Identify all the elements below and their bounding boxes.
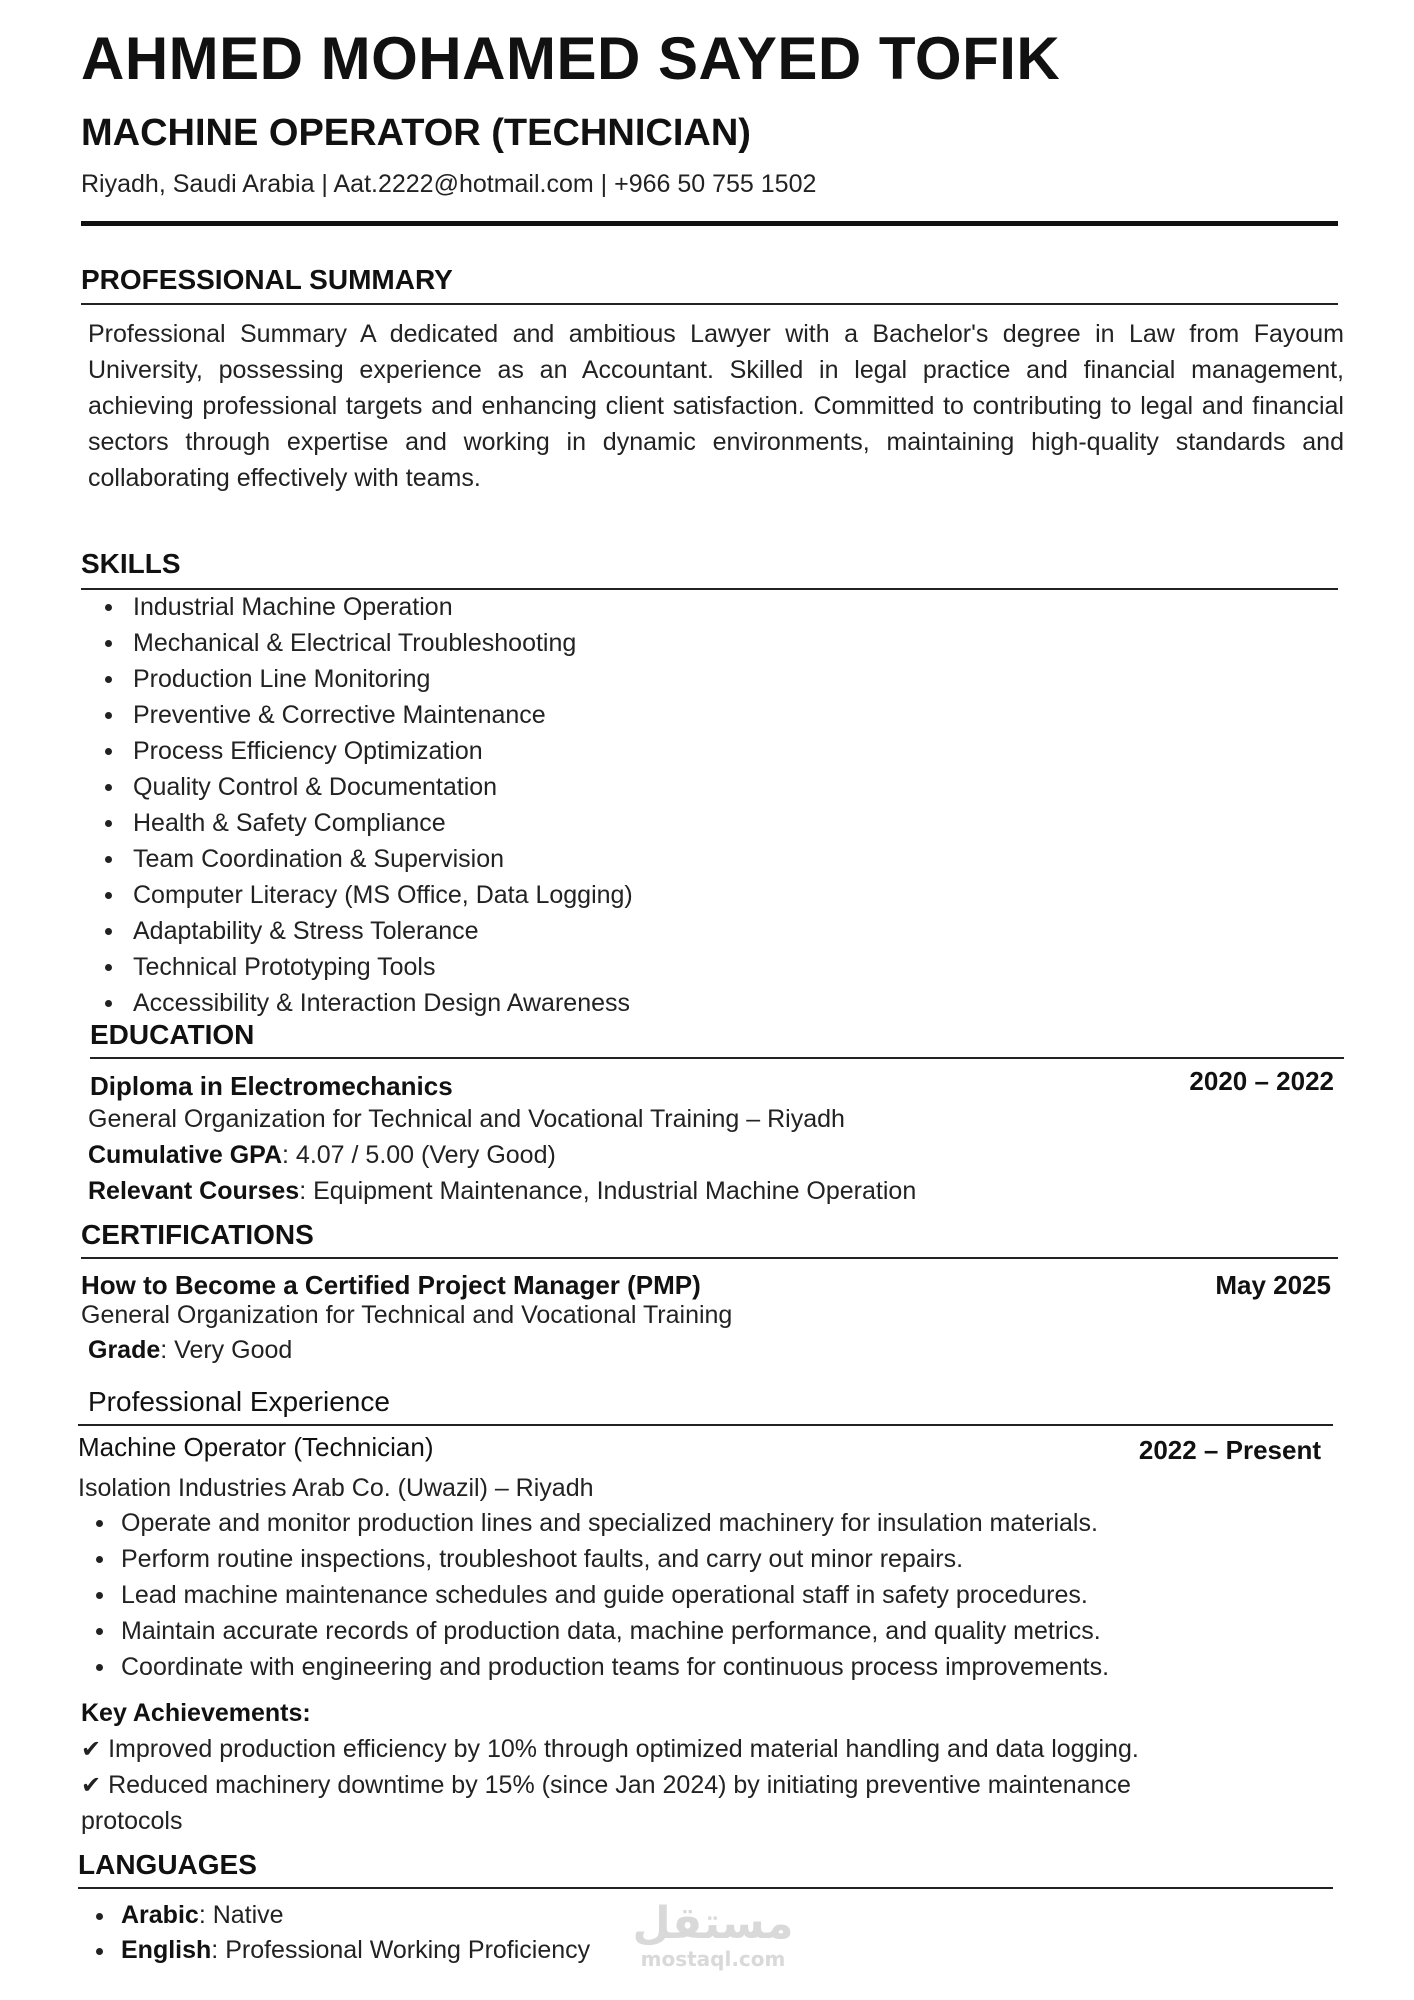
language-level: : Professional Working Proficiency xyxy=(211,1936,591,1964)
experience-heading: Professional Experience xyxy=(88,1386,390,1417)
languages-divider xyxy=(78,1887,1333,1889)
duty-item: Maintain accurate records of production data, machine performance, and quality metrics. xyxy=(78,1613,1109,1649)
job-title: MACHINE OPERATOR (TECHNICIAN) xyxy=(81,112,751,154)
certification-date: May 2025 xyxy=(1215,1270,1331,1300)
certification-name: How to Become a Certified Project Manager (PMP) xyxy=(81,1270,701,1300)
watermark-latin: mostaql.com xyxy=(640,1947,786,1971)
skills-list xyxy=(81,589,633,1021)
summary-text: Professional Summary A dedicated and ambitious Lawyer with a Bachelor's degree in Law from Fayoum University, possessing experience as an Accountant. Skilled in legal practice and financial management, achieving professional targets and enhancing client satisfaction. Committed to contributing to legal and financial sectors through expertise and working in dynamic environments, maintaining high-quality standards and collaborating effectively with teams. xyxy=(88,320,1344,492)
grade-line xyxy=(88,1336,292,1365)
education-dates: 2020 – 2022 xyxy=(1189,1066,1334,1096)
experience-dates: 2022 – Present xyxy=(1138,1435,1321,1465)
skill-item: Accessibility & Interaction Design Awareness xyxy=(81,985,633,1021)
skill-item: Industrial Machine Operation xyxy=(81,589,633,625)
skill-item: Health & Safety Compliance xyxy=(81,805,633,841)
skill-item: Quality Control & Documentation xyxy=(81,769,633,805)
duty-item: Operate and monitor production lines and specialized machinery for insulation materials. xyxy=(78,1505,1109,1541)
achievement-continuation: protocols xyxy=(81,1807,183,1835)
experience-divider xyxy=(78,1424,1333,1426)
skill-item: Team Coordination & Supervision xyxy=(81,841,633,877)
candidate-name: AHMED MOHAMED SAYED TOFIK xyxy=(81,25,1061,92)
skills-heading: SKILLS xyxy=(81,548,181,579)
language-name: Arabic xyxy=(121,1901,199,1929)
duty-item: Lead machine maintenance schedules and guide operational staff in safety procedures. xyxy=(78,1577,1109,1613)
company-name: Isolation Industries Arab Co. (Uwazil) – Riyadh xyxy=(78,1474,594,1502)
degree-name: Diploma in Electromechanics xyxy=(90,1071,453,1101)
achievement-text: Improved production efficiency by 10% through optimized material handling and data logging. xyxy=(108,1735,1139,1763)
gpa-line xyxy=(88,1141,556,1170)
mostaql-watermark xyxy=(628,1900,798,1980)
language-item xyxy=(78,1933,590,1968)
duties-list xyxy=(78,1505,1109,1685)
education-heading: EDUCATION xyxy=(90,1019,255,1050)
check-icon: ✔ xyxy=(81,1735,102,1763)
gpa-label: Cumulative GPA xyxy=(88,1141,283,1169)
certification-issuer: General Organization for Technical and Vocational Training xyxy=(81,1301,733,1329)
courses-line xyxy=(88,1177,916,1206)
certifications-divider xyxy=(81,1257,1338,1259)
header-divider xyxy=(81,221,1338,226)
watermark-arabic: مستقل xyxy=(632,1898,794,1949)
skill-item: Adaptability & Stress Tolerance xyxy=(81,913,633,949)
grade-label: Grade xyxy=(88,1336,161,1364)
achievement-item xyxy=(81,1771,1131,1800)
languages-heading: LANGUAGES xyxy=(78,1849,257,1880)
skill-item: Technical Prototyping Tools xyxy=(81,949,633,985)
achievement-item xyxy=(81,1735,1139,1764)
certifications-heading: CERTIFICATIONS xyxy=(81,1219,314,1250)
skill-item: Process Efficiency Optimization xyxy=(81,733,633,769)
language-item xyxy=(78,1898,590,1933)
summary-heading: PROFESSIONAL SUMMARY xyxy=(81,264,453,295)
courses-value: : Equipment Maintenance, Industrial Machine Operation xyxy=(299,1177,917,1205)
duty-item: Perform routine inspections, troubleshoot faults, and carry out minor repairs. xyxy=(78,1541,1109,1577)
check-icon: ✔ xyxy=(81,1771,102,1799)
skill-item: Mechanical & Electrical Troubleshooting xyxy=(81,625,633,661)
language-name: English xyxy=(121,1936,212,1964)
education-divider xyxy=(90,1057,1344,1059)
skill-item: Computer Literacy (MS Office, Data Logging) xyxy=(81,877,633,913)
gpa-value: : 4.07 / 5.00 (Very Good) xyxy=(282,1141,556,1169)
courses-label: Relevant Courses xyxy=(88,1177,300,1205)
skill-item: Production Line Monitoring xyxy=(81,661,633,697)
languages-list xyxy=(78,1898,590,1968)
language-level: : Native xyxy=(198,1901,284,1929)
achievements-heading: Key Achievements: xyxy=(81,1699,311,1727)
achievement-text: Reduced machinery downtime by 15% (since Jan 2024) by initiating preventive maintenance xyxy=(108,1771,1131,1799)
summary-divider xyxy=(81,303,1338,305)
education-institution: General Organization for Technical and Vocational Training – Riyadh xyxy=(88,1105,845,1133)
grade-value: : Very Good xyxy=(160,1336,293,1364)
role-title: Machine Operator (Technician) xyxy=(78,1432,434,1462)
contact-line: Riyadh, Saudi Arabia | Aat.2222@hotmail.com | +966 50 755 1502 xyxy=(81,170,817,198)
duty-item: Coordinate with engineering and production teams for continuous process improvements. xyxy=(78,1649,1109,1685)
skill-item: Preventive & Corrective Maintenance xyxy=(81,697,633,733)
